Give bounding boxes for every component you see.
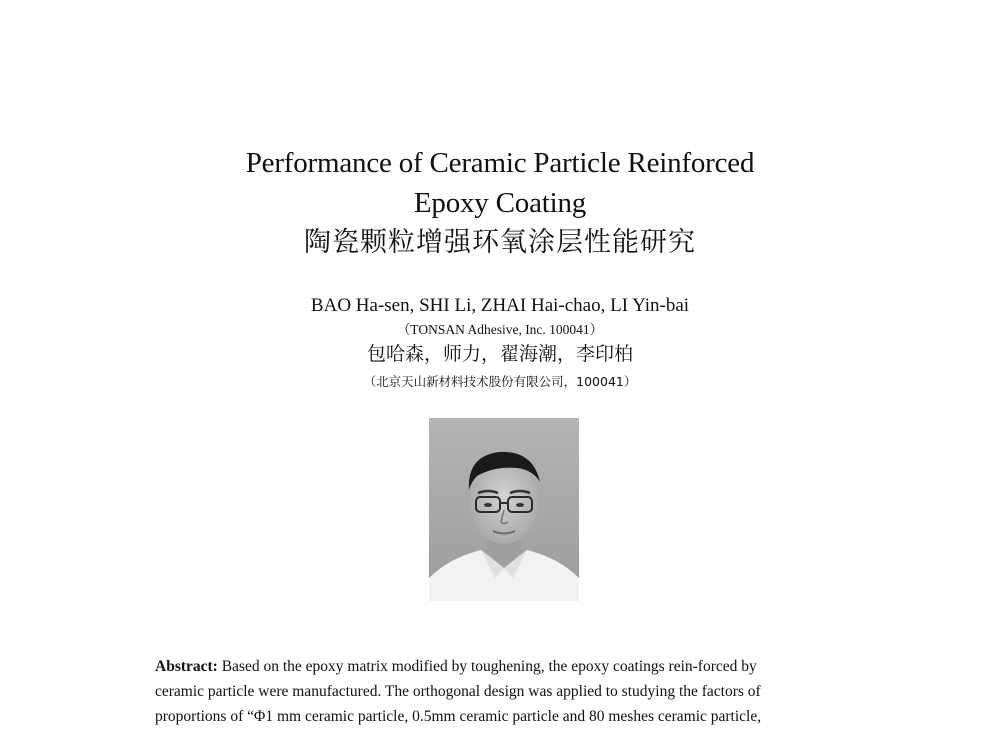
title-english-line-1: Performance of Ceramic Particle Reinforced	[245, 147, 755, 179]
author-portrait-image	[429, 418, 579, 601]
authors-chinese: 包哈森，师力，翟海潮，李印柏	[366, 343, 633, 365]
abstract-line-1	[155, 654, 855, 679]
abstract-line-3: proportions of “Φ1 mm ceramic particle, 0.5mm ceramic particle and 80 meshes ceramic particle,	[155, 708, 762, 725]
title-chinese: 陶瓷颗粒增强环氧涂层性能研究	[304, 227, 696, 258]
abstract-label: Abstract:	[155, 658, 218, 675]
author-photo	[429, 418, 579, 601]
authors-english: BAO Ha-sen, SHI Li, ZHAI Hai-chao, LI Yin-bai	[310, 295, 690, 316]
title-english-line-2: Epoxy Coating	[413, 187, 587, 219]
abstract-line-2: ceramic particle were manufactured. The orthogonal design was applied to studying the factors of	[155, 683, 761, 700]
abstract	[155, 654, 855, 729]
abstract-line-1-text: Based on the epoxy matrix modified by toughening, the epoxy coatings rein-forced by	[221, 658, 757, 675]
affiliation-chinese: （北京天山新材料技术股份有限公司，100041）	[363, 374, 637, 389]
affiliation-english: （TONSAN Adhesive, Inc. 100041）	[396, 322, 604, 337]
